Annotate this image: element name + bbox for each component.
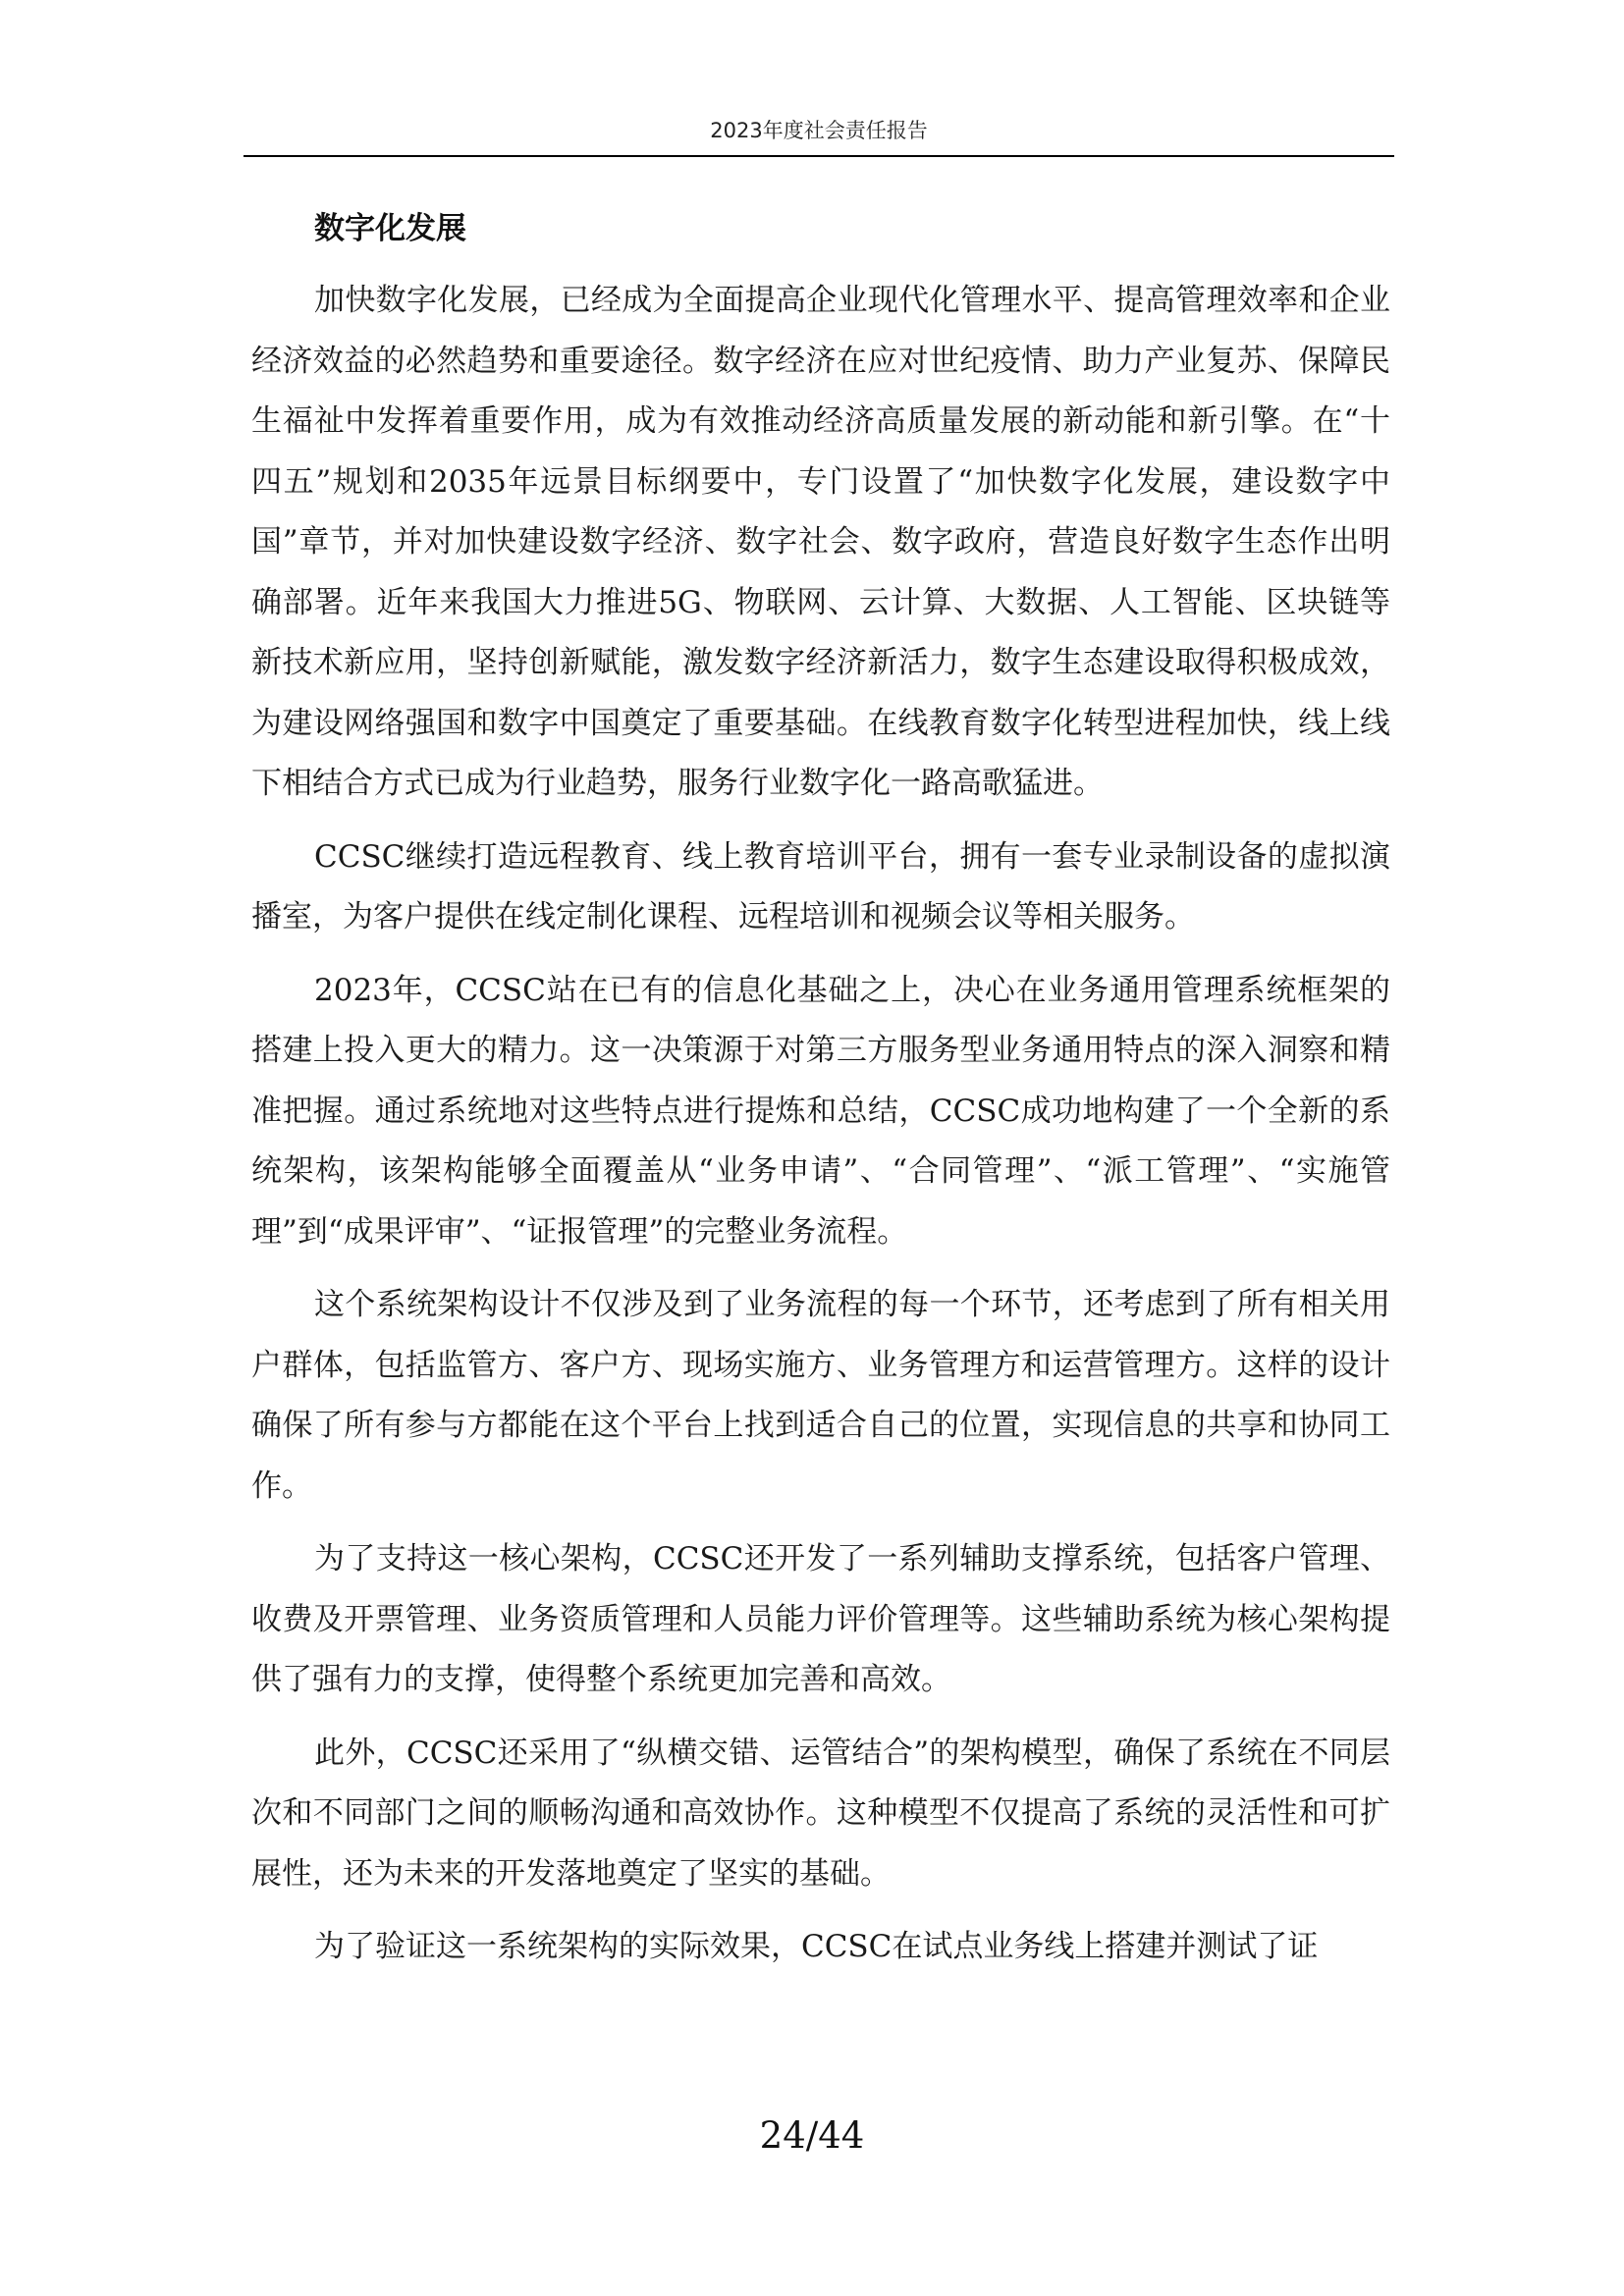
page-header — [244, 108, 1394, 157]
paragraph-validation: 为了验证这一系统架构的实际效果，CCSC在试点业务线上搭建并测试了证 — [314, 1929, 1319, 1964]
page-number: 24/44 — [759, 2114, 865, 2157]
paragraph-support-systems: 为了支持这一核心架构，CCSC还开发了一系列辅助支撑系统，包括客户管理、收费及开票管理、业务资质管理和人员能力评价管理等。这些辅助系统为核心架构提供了强有力的支撑，使得整个系统更加完善和高效。 — [251, 1541, 1390, 1697]
paragraph-architecture-model: 此外，CCSC还采用了“纵横交错、运管结合”的架构模型，确保了系统在不同层次和不同部门之间的顺畅沟通和高效协作。这种模型不仅提高了系统的灵活性和可扩展性，还为未来的开发落地奠定了坚实的基础。 — [251, 1735, 1390, 1892]
page-content — [251, 204, 1390, 1991]
paragraph-digital-development: 加快数字化发展，已经成为全面提高企业现代化管理水平、提高管理效率和企业经济效益的必然趋势和重要途径。数字经济在应对世纪疫情、助力产业复苏、保障民生福祉中发挥着重要作用，成为有效推动经济高质量发展的新动能和新引擎。在“十四五”规划和2035年远景目标纲要中，专门设置了“加快数字化发展，建设数字中国”章节，并对加快建设数字经济、数字社会、数字政府，营造良好数字生态作出明确部署。近年来我国大力推进5G、物联网、云计算、大数据、人工智能、区块链等新技术新应用，坚持创新赋能，激发数字经济新活力，数字生态建设取得积极成效，为建设网络强国和数字中国奠定了重要基础。在线教育数字化转型进程加快，线上线下相结合方式已成为行业趋势，服务行业数字化一路高歌猛进。 — [251, 283, 1390, 801]
paragraph-system-framework: 2023年，CCSC站在已有的信息化基础之上，决心在业务通用管理系统框架的搭建上投入更大的精力。这一决策源于对第三方服务型业务通用特点的深入洞察和精准把握。通过系统地对这些特点进行提炼和总结，CCSC成功地构建了一个全新的系统架构，该架构能够全面覆盖从“业务申请”、“合同管理”、“派工管理”、“实施管理”到“成果评审”、“证报管理”的完整业务流程。 — [251, 972, 1390, 1250]
paragraph-remote-education: CCSC继续打造远程教育、线上教育培训平台，拥有一套专业录制设备的虚拟演播室，为客户提供在线定制化课程、远程培训和视频会议等相关服务。 — [251, 838, 1390, 934]
section-title: 数字化发展 — [314, 211, 466, 246]
report-title: 2023年度社会责任报告 — [710, 119, 928, 142]
paragraph-user-groups: 这个系统架构设计不仅涉及到了业务流程的每一个环节，还考虑到了所有相关用户群体，包括监管方、客户方、现场实施方、业务管理方和运营管理方。这样的设计确保了所有参与方都能在这个平台上找到适合自己的位置，实现信息的共享和协同工作。 — [251, 1287, 1390, 1504]
